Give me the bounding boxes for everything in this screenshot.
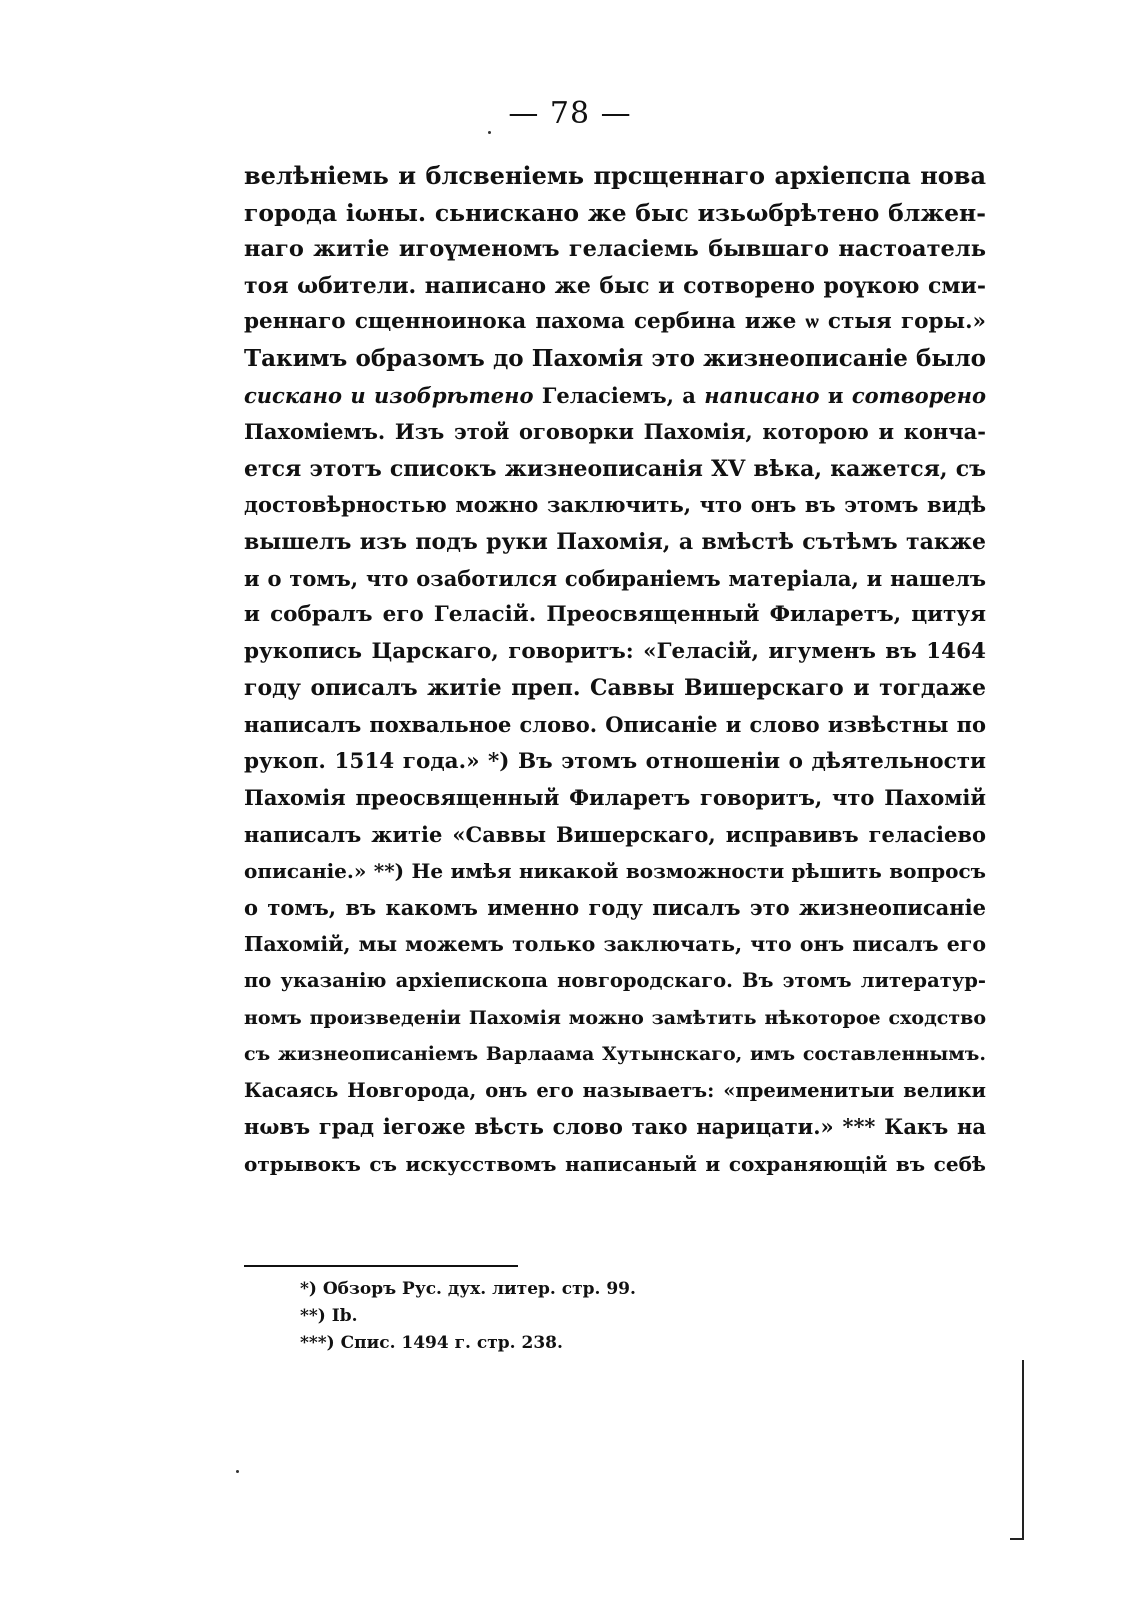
page-edge-corner bbox=[1010, 1538, 1024, 1540]
text-line: и о томъ, что озаботился собираніемъ матеріала, и нашелъ bbox=[244, 565, 986, 591]
footnotes bbox=[300, 1276, 636, 1357]
footnote: **) Ib. bbox=[300, 1306, 358, 1326]
text-line: наго житіе игоүменомъ геласіемь бывшаго настоатель bbox=[244, 236, 986, 263]
text-line: вышелъ изъ подъ руки Пахомія, а вмѣстѣ сътѣмъ также bbox=[244, 528, 986, 555]
footnote: *) Обзоръ Рус. дух. литер. стр. 99. bbox=[300, 1279, 636, 1299]
text-line: Пахоміемъ. Изъ этой оговорки Пахомія, которою и конча- bbox=[244, 419, 986, 445]
text-line: ется этотъ списокъ жизнеописанія XV вѣка, кажется, съ bbox=[244, 455, 986, 482]
text-line: Касаясь Новгорода, онъ его называетъ: «преименитыи велики bbox=[244, 1078, 986, 1102]
print-speck bbox=[236, 1470, 239, 1473]
text-line: Такимъ образомъ до Пахомія это жизнеописаніе было bbox=[244, 344, 986, 372]
page-number: — 78 — bbox=[508, 96, 632, 131]
text-line: написалъ житіе «Саввы Вишерскаго, исправивъ геласіево bbox=[244, 821, 986, 847]
italic-phrase: сискано и изобрѣтено bbox=[244, 382, 534, 408]
text-line: съ жизнеописаніемъ Варлаама Хутынскаго, имъ составленнымъ. bbox=[244, 1043, 986, 1066]
text-line: году описалъ житіе преп. Саввы Вишерскаго и тогдаже bbox=[244, 675, 986, 702]
text-line: велѣніемь и блсвеніемь прсщеннаго архіепспа нова bbox=[244, 161, 986, 190]
body-text bbox=[244, 158, 986, 1183]
italic-phrase: сотворено bbox=[851, 382, 986, 408]
text-line: рукопись Царскаго, говоритъ: «Геласій, игуменъ въ 1464 bbox=[244, 638, 986, 664]
text-line: достовѣрностью можно заключить, что онъ въ этомъ видѣ bbox=[244, 492, 986, 518]
text-line: Пахомій, мы можемъ только заключать, что онъ писалъ его bbox=[244, 932, 986, 957]
footnote-separator bbox=[244, 1265, 518, 1267]
text-line-mixed bbox=[244, 378, 986, 415]
text-line: города іωны. сьнискано же быс изьωбрѣтено блжен- bbox=[244, 198, 986, 227]
text-line: написалъ похвальное слово. Описаніе и слово извѣстны по bbox=[244, 711, 986, 737]
text-line: нωвъ град іегоже вѣсть слово тако нарицати.» *** Какъ на bbox=[244, 1114, 986, 1140]
print-speck bbox=[488, 131, 491, 134]
text-line: тоя ωбители. написано же быс и сотворено роүкою сми- bbox=[244, 272, 986, 299]
page-edge-shadow bbox=[1022, 1360, 1024, 1540]
plain-phrase: Геласіемъ, а bbox=[533, 382, 705, 408]
italic-phrase: написано bbox=[704, 382, 820, 408]
text-line: Пахомія преосвященный Филаретъ говоритъ, что Пахомій bbox=[244, 785, 986, 811]
text-line: о томъ, въ какомъ именно году писалъ это жизнеописаніе bbox=[244, 894, 986, 920]
text-line: по указанію архіепископа новгородскаго. Въ этомъ литератур- bbox=[244, 969, 986, 993]
text-line: отрывокъ съ искусствомъ написаный и сохраняющій въ себѣ bbox=[244, 1152, 986, 1177]
plain-phrase: и bbox=[819, 382, 852, 408]
text-line: реннаго сщенноинока пахома сербина иже ѡ стыя горы.» bbox=[244, 309, 986, 335]
text-line: описаніе.» **) Не имѣя никакой возможности рѣшить вопросъ bbox=[244, 859, 986, 884]
footnote: ***) Спис. 1494 г. стр. 238. bbox=[300, 1333, 563, 1353]
text-line: рукоп. 1514 года.» *) Въ этомъ отношеніи о дѣятельности bbox=[244, 748, 986, 774]
text-line: и собралъ его Геласій. Преосвященный Филаретъ, цитуя bbox=[244, 602, 986, 628]
text-line: номъ произведеніи Пахомія можно замѣтить нѣкоторое сходство bbox=[244, 1006, 986, 1029]
